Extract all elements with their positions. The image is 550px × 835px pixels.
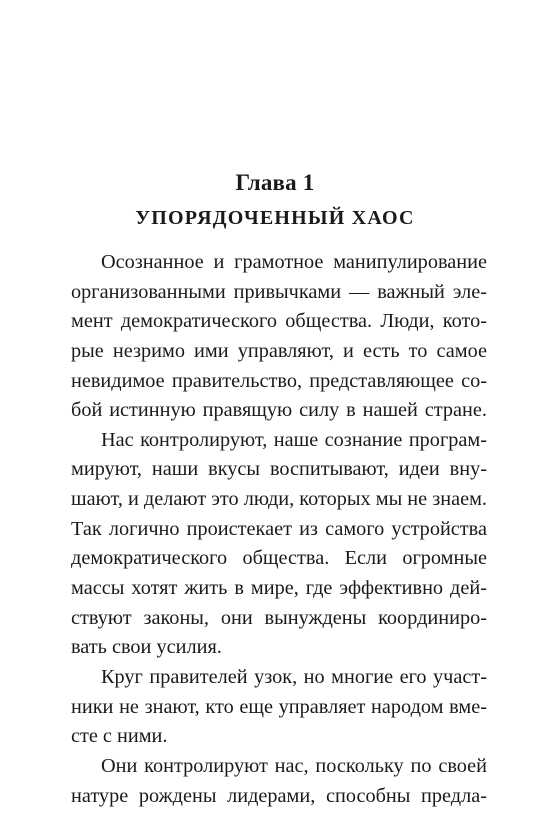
text-line: демократического общества. Если огромные xyxy=(71,547,487,570)
text-line: Нас контролируют, наше сознание програм- xyxy=(101,428,487,451)
text-line: бой истинную правящую силу в нашей стране. xyxy=(71,399,487,422)
chapter-title: УПОРЯДОЧЕННЫЙ ХАОС xyxy=(135,207,415,229)
text-line: рые незримо ими управляют, и есть то самое xyxy=(71,339,487,362)
text-line: шают, и делают это люди, которых мы не знаем. xyxy=(71,488,487,511)
paragraph-3 xyxy=(71,663,487,752)
paragraph-2 xyxy=(71,426,487,663)
text-line: массы хотят жить в мире, где эффективно дей- xyxy=(71,577,487,600)
text-line: ники не знают, кто еще управляет народом вме- xyxy=(71,695,487,718)
text-line: невидимое правительство, представляющее со- xyxy=(71,369,487,392)
text-line: натуре рождены лидерами, способны предла- xyxy=(71,784,487,807)
text-line: Так логично проистекает из самого устройства xyxy=(71,517,487,540)
text-line: вать свои усилия. xyxy=(71,636,222,659)
text-line: организованными привычками — важный эле- xyxy=(71,280,487,303)
text-line: мент демократического общества. Люди, кото- xyxy=(71,310,487,333)
text-line: ствуют законы, они вынуждены координиро- xyxy=(71,606,487,629)
text-line: сте с ними. xyxy=(71,725,168,748)
text-line: Осознанное и грамотное манипулирование xyxy=(101,251,487,273)
chapter-number: Глава 1 xyxy=(235,170,315,195)
text-line: мируют, наши вкусы воспитывают, идеи вну- xyxy=(71,458,487,481)
paragraph-4 xyxy=(71,752,487,811)
text-line: Круг правителей узок, но многие его участ- xyxy=(101,665,487,688)
paragraph-1 xyxy=(71,248,487,426)
text-line: Они контролируют нас, поскольку по своей xyxy=(101,754,487,777)
body-text xyxy=(71,248,487,811)
